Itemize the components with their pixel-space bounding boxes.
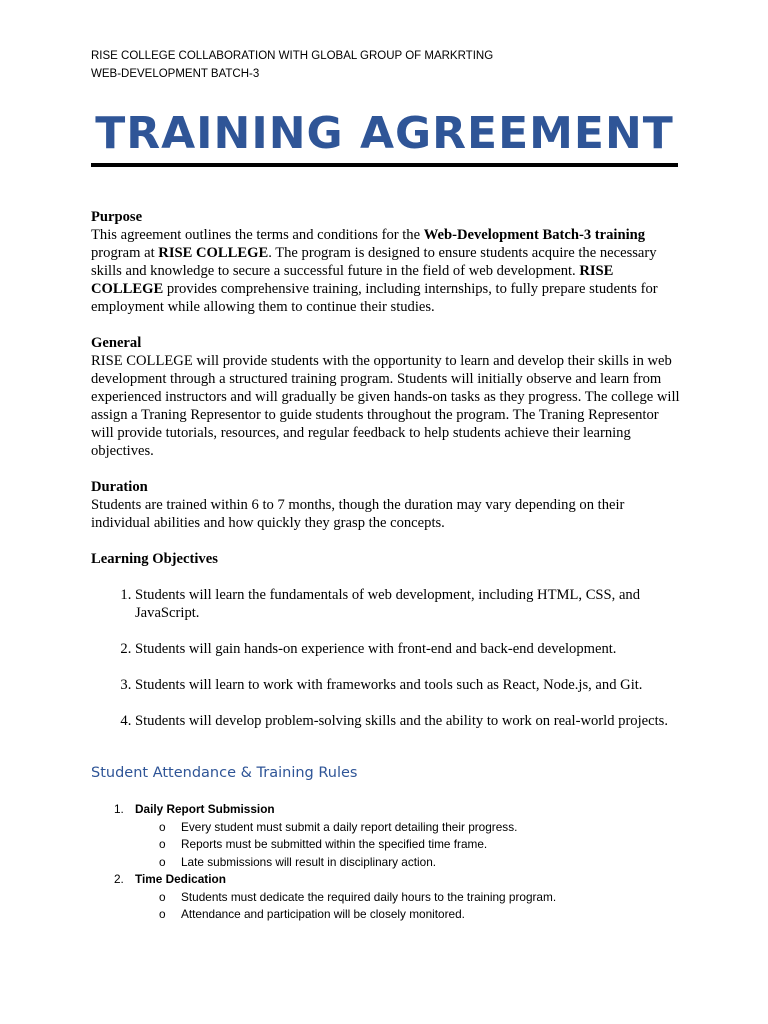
objectives-section <box>91 550 681 730</box>
rule-subitem <box>91 854 691 872</box>
rule-subitem <box>91 889 691 907</box>
objectives-heading: Learning Objectives <box>91 551 218 567</box>
rules-list <box>91 801 691 924</box>
general-heading: General <box>91 335 142 351</box>
rule-title: Daily Report Submission <box>135 802 275 816</box>
rule-subitem-text: Attendance and participation will be closely monitored. <box>181 907 465 921</box>
document-body <box>91 208 681 748</box>
purpose-section <box>91 208 681 316</box>
general-section <box>91 334 681 460</box>
rule-subitem-text: Reports must be submitted within the specified time frame. <box>181 837 488 851</box>
purpose-text-4: provides comprehensive training, including internships, to fully prepare students for employment while allowing them to continue their studies. <box>91 281 658 315</box>
duration-heading: Duration <box>91 479 148 495</box>
bullet-icon: o <box>159 907 166 921</box>
purpose-bold-2: RISE COLLEGE <box>158 245 269 261</box>
bullet-icon: o <box>159 819 166 834</box>
header-line-2: WEB-DEVELOPMENT BATCH-3 <box>91 68 260 80</box>
rule-subitem-text: Every student must submit a daily report detailing their progress. <box>181 819 518 834</box>
bullet-icon: o <box>159 837 166 851</box>
objective-item: 2. Students will gain hands-on experience with front-end and back-end development. <box>135 640 681 658</box>
document-header <box>91 47 493 83</box>
title-underline <box>91 163 678 167</box>
rule-number: 2. <box>114 872 124 886</box>
bullet-icon: o <box>159 889 166 904</box>
objective-item: 4. Students will develop problem-solving skills and the ability to work on real-world projects. <box>135 712 681 730</box>
page-title: TRAINING AGREEMENT <box>95 108 674 159</box>
objective-item: 1. Students will learn the fundamentals of web development, including HTML, CSS, and JavaScript. <box>135 586 681 622</box>
purpose-text-2: program at <box>91 245 159 261</box>
rule-number: 1. <box>114 802 124 816</box>
general-paragraph: RISE COLLEGE will provide students with the opportunity to learn and develop their skills in web development through a structured training program. Students will initially observe and learn from experienced instructors and will gradually be given hands-on tasks as they progress. The college will assign a Traning Representor to guide students throughout the program. The Traning Representor will provide tutorials, resources, and regular feedback to help students achieve their learning objectives. <box>91 353 680 459</box>
purpose-text-3: . The program is designed to ensure students acquire the necessary skills and knowledge to secure a successful future in the field of web development. <box>91 245 657 279</box>
rule-subitem <box>91 819 691 837</box>
purpose-text-1: This agreement outlines the terms and conditions for the <box>91 227 424 243</box>
purpose-bold-1: Web-Development Batch-3 training <box>423 227 646 243</box>
rule-subitem <box>91 906 691 924</box>
objectives-list <box>91 586 681 730</box>
purpose-heading: Purpose <box>91 209 143 225</box>
purpose-paragraph <box>91 226 681 316</box>
rule-item <box>91 871 691 889</box>
attendance-heading: Student Attendance & Training Rules <box>91 765 358 781</box>
header-line-1: RISE COLLEGE COLLABORATION WITH GLOBAL GROUP OF MARKRTING <box>91 50 494 62</box>
rule-subitem <box>91 836 691 854</box>
objective-item: 3. Students will learn to work with frameworks and tools such as React, Node.js, and Git. <box>135 676 681 694</box>
duration-paragraph: Students are trained within 6 to 7 months, though the duration may vary depending on their individual abilities and how quickly they grasp the concepts. <box>91 497 625 531</box>
rule-title: Time Dedication <box>135 872 226 886</box>
rule-item <box>91 801 691 819</box>
bullet-icon: o <box>159 854 166 869</box>
rule-subitem-text: Students must dedicate the required daily hours to the training program. <box>181 889 557 904</box>
duration-section <box>91 478 681 532</box>
rule-subitem-text: Late submissions will result in disciplinary action. <box>181 854 437 869</box>
purpose-bold-3: RISE COLLEGE <box>91 263 614 297</box>
